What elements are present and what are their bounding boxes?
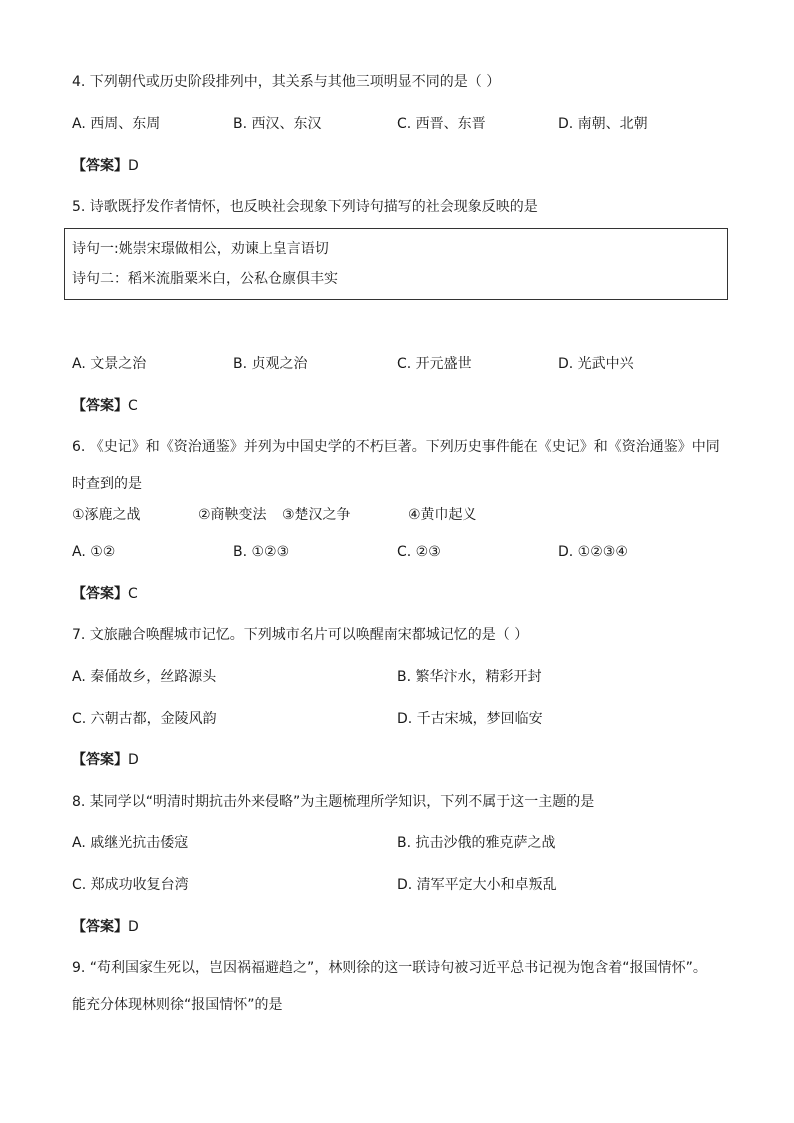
q7-option-b: B. 繁华汴水，精彩开封 xyxy=(397,669,542,685)
answer-label: 【答案】 xyxy=(72,919,128,935)
q5-option-b: B. 贞观之治 xyxy=(233,356,308,372)
q6-option-a: A. ①② xyxy=(72,544,116,560)
q5-answer xyxy=(72,396,138,416)
q4-option-d: D. 南朝、北朝 xyxy=(558,116,648,132)
q7-option-d: D. 千古宋城，梦回临安 xyxy=(397,711,543,727)
q5-option-d: D. 光武中兴 xyxy=(558,356,634,372)
q4-option-b: B. 西汉、东汉 xyxy=(233,116,322,132)
q6-option-d: D. ①②③④ xyxy=(558,544,628,560)
q6-stem-line-2: 时查到的是 xyxy=(72,476,142,492)
q4-stem: 4. 下列朝代或历史阶段排列中，其关系与其他三项明显不同的是（ ） xyxy=(72,74,501,90)
q4-option-a: A. 西周、东周 xyxy=(72,116,161,132)
answer-label: 【答案】 xyxy=(72,158,128,174)
q6-item-4: ④黄巾起义 xyxy=(408,507,477,523)
q8-stem: 8. 某同学以“明清时期抗击外来侵略”为主题梳理所学知识，下列不属于这一主题的是 xyxy=(72,794,595,810)
answer-value: D xyxy=(128,158,139,174)
q6-option-c: C. ②③ xyxy=(397,544,441,560)
q8-option-c: C. 郑成功收复台湾 xyxy=(72,877,189,893)
q6-item-3: ③楚汉之争 xyxy=(282,507,351,523)
q6-stem-line-1: 6. 《史记》和《资治通鉴》并列为中国史学的不朽巨著。下列历史事件能在《史记》和《资治通鉴》中同 xyxy=(72,439,720,455)
q5-poem-line-2: 诗句二：稻米流脂粟米白，公私仓廪俱丰实 xyxy=(72,271,338,287)
q9-stem-line-2: 能充分体现林则徐“报国情怀”的是 xyxy=(72,997,283,1013)
q5-stem: 5. 诗歌既抒发作者情怀，也反映社会现象下列诗句描写的社会现象反映的是 xyxy=(72,199,538,215)
q6-answer xyxy=(72,584,138,604)
q6-option-b: B. ①②③ xyxy=(233,544,290,560)
q6-item-2: ②商鞅变法 xyxy=(198,507,267,523)
answer-value: C xyxy=(128,586,138,602)
q4-option-c: C. 西晋、东晋 xyxy=(397,116,486,132)
q7-stem: 7. 文旅融合唤醒城市记忆。下列城市名片可以唤醒南宋都城记忆的是（ ） xyxy=(72,627,529,643)
q4-answer xyxy=(72,156,139,176)
answer-label: 【答案】 xyxy=(72,586,128,602)
answer-value: D xyxy=(128,752,139,768)
q5-option-a: A. 文景之治 xyxy=(72,356,147,372)
q7-option-a: A. 秦俑故乡，丝路源头 xyxy=(72,669,217,685)
q5-option-c: C. 开元盛世 xyxy=(397,356,472,372)
q6-item-1: ①涿鹿之战 xyxy=(72,507,141,523)
answer-label: 【答案】 xyxy=(72,752,128,768)
q7-option-c: C. 六朝古都，金陵风韵 xyxy=(72,711,217,727)
answer-value: D xyxy=(128,919,139,935)
q7-answer xyxy=(72,750,139,770)
q8-option-b: B. 抗击沙俄的雅克萨之战 xyxy=(397,835,556,851)
answer-value: C xyxy=(128,398,138,414)
answer-label: 【答案】 xyxy=(72,398,128,414)
q8-option-a: A. 戚继光抗击倭寇 xyxy=(72,835,189,851)
q5-poem-box xyxy=(64,228,728,300)
q5-poem-line-1: 诗句一:姚崇宋璟做相公，劝谏上皇言语切 xyxy=(72,241,329,257)
q9-stem-line-1: 9. “苟利国家生死以，岂因祸福避趋之”，林则徐的这一联诗句被习近平总书记视为饱含着“报国情怀”。 xyxy=(72,960,707,976)
q8-option-d: D. 清军平定大小和卓叛乱 xyxy=(397,877,557,893)
q8-answer xyxy=(72,917,139,937)
